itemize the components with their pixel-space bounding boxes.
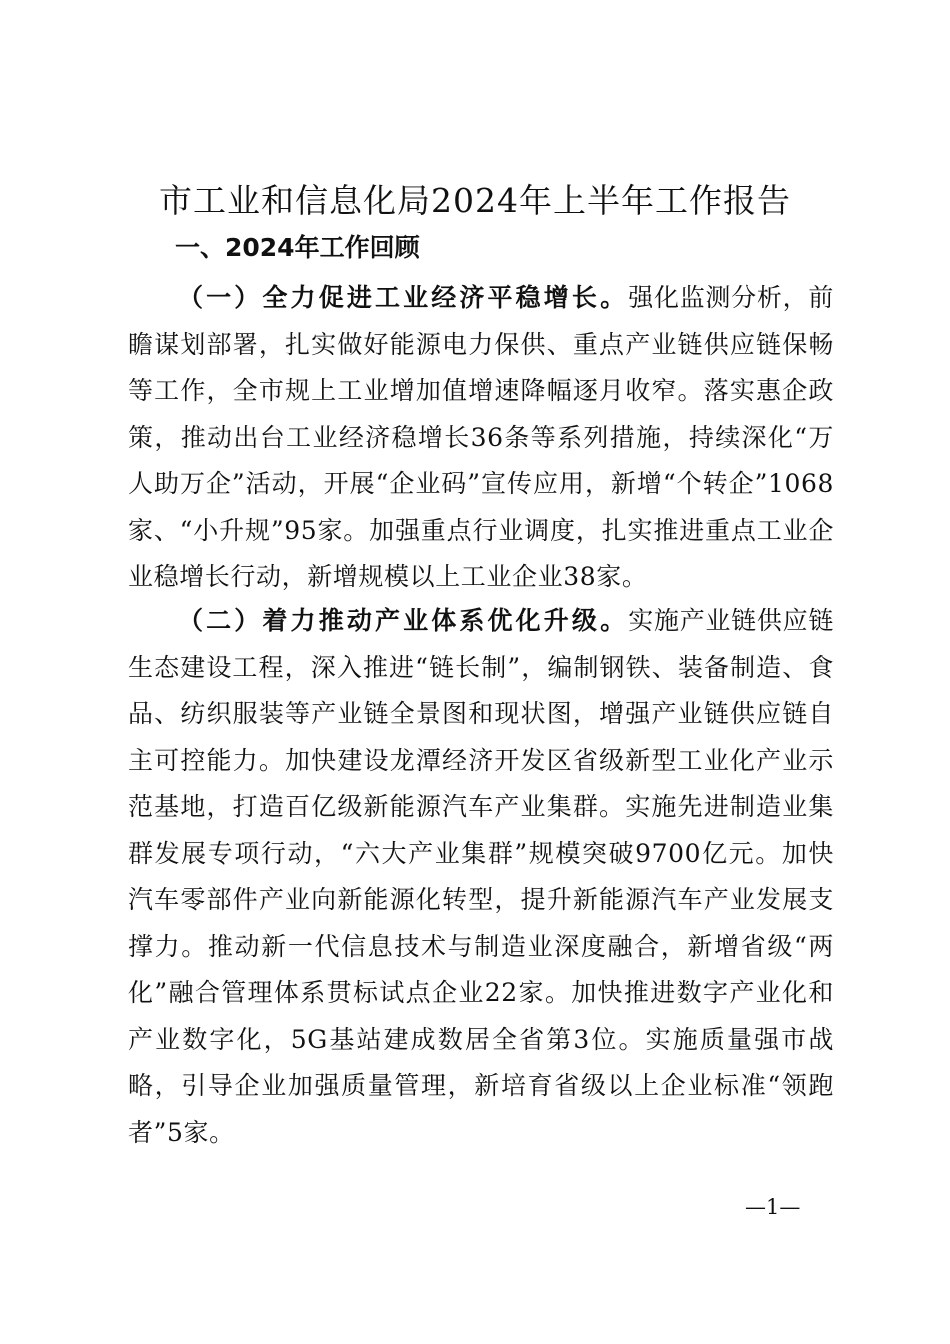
page-title: 市工业和信息化局2024年上半年工作报告: [159, 181, 791, 220]
paragraph-1: [128, 275, 834, 601]
paragraph-1-body: 强化监测分析，前瞻谋划部署，扎实做好能源电力保供、重点产业链供应链保畅等工作，全市规上工业增加值增速降幅逐月收窄。落实惠企政策，推动出台工业经济稳增长36条等系列措施，持续深化“万人助万企”活动，开展“企业码”宣传应用，新增“个转企”1068家、“小升规”95家。加强重点行业调度，扎实推进重点工业企业稳增长行动，新增规模以上工业企业38家。: [128, 283, 834, 591]
paragraph-1-lead: （一）全力促进工业经济平稳增长。: [178, 283, 629, 312]
paragraph-2-body: 实施产业链供应链生态建设工程，深入推进“链长制”，编制钢铁、装备制造、食品、纺织服装等产业链全景图和现状图，增强产业链供应链自主可控能力。加快建设龙潭经济开发区省级新型工业化产业示范基地，打造百亿级新能源汽车产业集群。实施先进制造业集群发展专项行动，“六大产业集群”规模突破9700亿元。加快汽车零部件产业向新能源化转型，提升新能源汽车产业发展支撑力。推动新一代信息技术与制造业深度融合，新增省级“两化”融合管理体系贯标试点企业22家。加快推进数字产业化和产业数字化，5G基站建成数居全省第3位。实施质量强市战略，引导企业加强质量管理，新培育省级以上企业标准“领跑者”5家。: [128, 606, 834, 1147]
section-heading: 一、2024年工作回顾: [175, 233, 420, 262]
paragraph-2: [128, 598, 834, 1156]
page-number: —1—: [745, 1195, 801, 1219]
paragraph-2-lead: （二）着力推动产业体系优化升级。: [178, 606, 629, 635]
